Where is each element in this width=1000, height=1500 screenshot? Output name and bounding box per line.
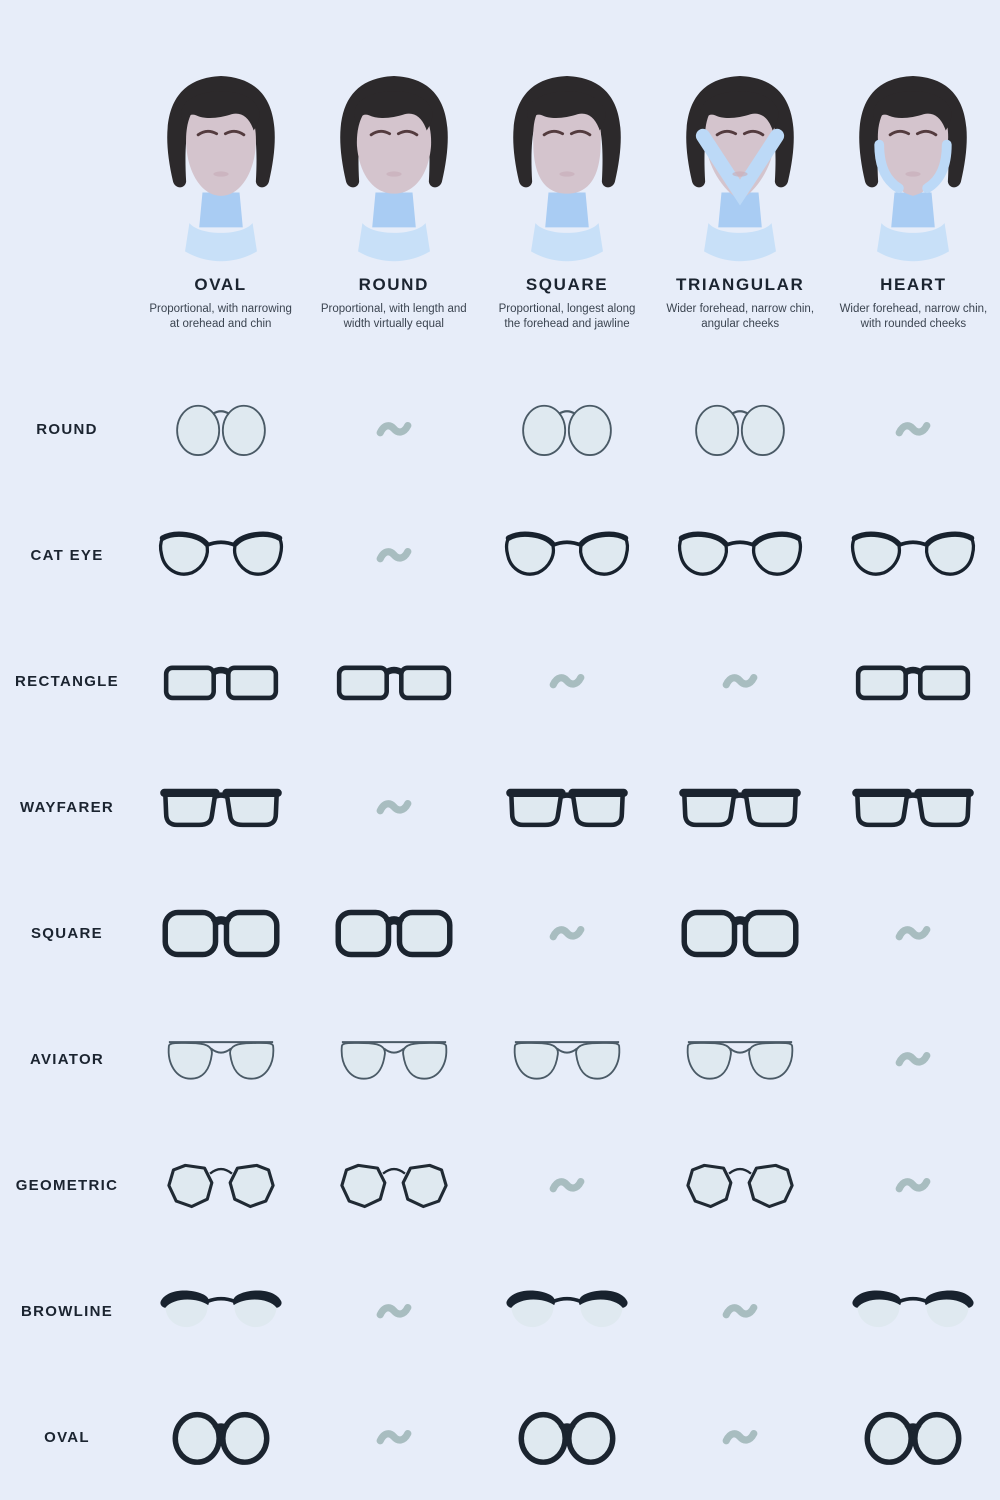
rectangle-glasses-icon [330, 652, 458, 711]
matrix-cell [654, 778, 827, 837]
browline-glasses-icon [157, 1282, 285, 1341]
face-shape-name: TRIANGULAR [676, 275, 805, 294]
matrix-cell [480, 400, 653, 459]
aviator-glasses-icon [503, 1030, 631, 1089]
oval-glasses-icon [157, 1408, 285, 1467]
matrix-cell [307, 1298, 480, 1325]
aviator-glasses-icon [330, 1030, 458, 1089]
tilde-icon [373, 1298, 415, 1325]
face-column-square [480, 64, 653, 366]
browline-glasses-icon [503, 1282, 631, 1341]
tilde-icon [719, 668, 761, 695]
glasses-row-cat-eye [0, 492, 1000, 618]
face-shape-description: Proportional, with narrowing at orehead and chin [149, 303, 292, 331]
matrix-cell [827, 526, 1000, 585]
face-shapes-header [0, 0, 1000, 366]
glasses-row-label: OVAL [44, 1428, 90, 1446]
matrix-cell [307, 652, 480, 711]
cat-eye-glasses-icon [157, 526, 285, 585]
oval-face-icon [150, 64, 292, 271]
glasses-row-oval [0, 1374, 1000, 1500]
round-glasses-icon [676, 400, 804, 459]
matrix-cell [654, 904, 827, 963]
triangular-face-icon [669, 64, 811, 271]
tilde-icon [546, 1172, 588, 1199]
matrix-cell [307, 1156, 480, 1215]
matrix-cell [134, 526, 307, 585]
matrix-cell [827, 416, 1000, 443]
face-shape-name: OVAL [194, 275, 247, 294]
matrix-cell [480, 526, 653, 585]
matrix-cell [307, 416, 480, 443]
cat-eye-glasses-icon [503, 526, 631, 585]
matrix-cell [654, 1156, 827, 1215]
matrix-cell [134, 1156, 307, 1215]
cat-eye-glasses-icon [676, 526, 804, 585]
glasses-row-rectangle [0, 618, 1000, 744]
tilde-icon [719, 1424, 761, 1451]
square-face-icon [496, 64, 638, 271]
wayfarer-glasses-icon [676, 778, 804, 837]
matrix-cell [654, 668, 827, 695]
glasses-row-label: SQUARE [31, 924, 103, 942]
glasses-row-label: CAT EYE [30, 546, 104, 564]
glasses-row-label: WAYFARER [19, 798, 115, 816]
geometric-glasses-icon [157, 1156, 285, 1215]
glasses-row-label: RECTANGLE [15, 672, 119, 690]
square-glasses-icon [676, 904, 804, 963]
matrix-cell [307, 542, 480, 569]
tilde-icon [719, 1298, 761, 1325]
glasses-row-aviator [0, 996, 1000, 1122]
matrix-cell [480, 1408, 653, 1467]
round-glasses-icon [157, 400, 285, 459]
glasses-row-label: BROWLINE [20, 1302, 114, 1320]
matrix-cell [654, 1298, 827, 1325]
matrix-cell [307, 794, 480, 821]
matrix-cell [134, 778, 307, 837]
wayfarer-glasses-icon [503, 778, 631, 837]
glasses-row-label: GEOMETRIC [15, 1176, 119, 1194]
glasses-row-square [0, 870, 1000, 996]
matrix-cell [480, 1282, 653, 1341]
glasses-row-wayfarer [0, 744, 1000, 870]
matrix-cell [134, 1282, 307, 1341]
matrix-cell [654, 526, 827, 585]
face-column-heart [827, 64, 1000, 366]
round-face-icon [323, 64, 465, 271]
matrix-cell [827, 778, 1000, 837]
tilde-icon [546, 920, 588, 947]
matrix-cell [480, 920, 653, 947]
square-glasses-icon [330, 904, 458, 963]
rectangle-glasses-icon [849, 652, 977, 711]
matrix-cell [827, 1172, 1000, 1199]
matrix-cell [307, 904, 480, 963]
glasses-row-label: ROUND [36, 420, 98, 438]
matrix-cell [480, 1172, 653, 1199]
oval-glasses-icon [849, 1408, 977, 1467]
tilde-icon [373, 1424, 415, 1451]
matrix-cell [134, 904, 307, 963]
aviator-glasses-icon [157, 1030, 285, 1089]
matrix-cell [480, 1030, 653, 1089]
wayfarer-glasses-icon [157, 778, 285, 837]
matrix-cell [827, 1408, 1000, 1467]
face-column-triangular [654, 64, 827, 366]
tilde-icon [373, 794, 415, 821]
glasses-face-matrix [0, 366, 1000, 1500]
header-spacer [0, 64, 134, 366]
matrix-cell [654, 400, 827, 459]
matrix-cell [480, 668, 653, 695]
wayfarer-glasses-icon [849, 778, 977, 837]
matrix-cell [134, 1030, 307, 1089]
matrix-cell [134, 652, 307, 711]
browline-glasses-icon [849, 1282, 977, 1341]
matrix-cell [134, 1408, 307, 1467]
tilde-icon [373, 416, 415, 443]
face-shape-description: Wider forehead, narrow chin, with rounded cheeks [839, 303, 988, 331]
glasses-row-label: AVIATOR [29, 1050, 105, 1068]
cat-eye-glasses-icon [849, 526, 977, 585]
face-shape-name: SQUARE [525, 275, 609, 294]
tilde-icon [373, 542, 415, 569]
face-shape-name: ROUND [358, 275, 429, 294]
geometric-glasses-icon [330, 1156, 458, 1215]
tilde-icon [892, 920, 934, 947]
matrix-cell [654, 1030, 827, 1089]
glasses-row-geometric [0, 1122, 1000, 1248]
face-shape-description: Proportional, longest along the forehead and jawline [498, 303, 636, 331]
face-shape-name: HEART [880, 275, 947, 294]
square-glasses-icon [157, 904, 285, 963]
matrix-cell [827, 1046, 1000, 1073]
matrix-cell [827, 652, 1000, 711]
tilde-icon [892, 1046, 934, 1073]
tilde-icon [892, 416, 934, 443]
glasses-row-browline [0, 1248, 1000, 1374]
rectangle-glasses-icon [157, 652, 285, 711]
round-glasses-icon [503, 400, 631, 459]
matrix-cell [480, 778, 653, 837]
aviator-glasses-icon [676, 1030, 804, 1089]
matrix-cell [134, 400, 307, 459]
glasses-row-round [0, 366, 1000, 492]
matrix-cell [827, 920, 1000, 947]
matrix-cell [654, 1424, 827, 1451]
face-column-round [307, 64, 480, 366]
face-shape-description: Proportional, with length and width virtually equal [320, 303, 467, 331]
matrix-cell [307, 1030, 480, 1089]
matrix-cell [827, 1282, 1000, 1341]
face-shape-description: Wider forehead, narrow chin, angular cheeks [666, 303, 815, 331]
matrix-cell [307, 1424, 480, 1451]
oval-glasses-icon [503, 1408, 631, 1467]
geometric-glasses-icon [676, 1156, 804, 1215]
face-column-oval [134, 64, 307, 366]
heart-face-icon [842, 64, 984, 271]
tilde-icon [546, 668, 588, 695]
tilde-icon [892, 1172, 934, 1199]
